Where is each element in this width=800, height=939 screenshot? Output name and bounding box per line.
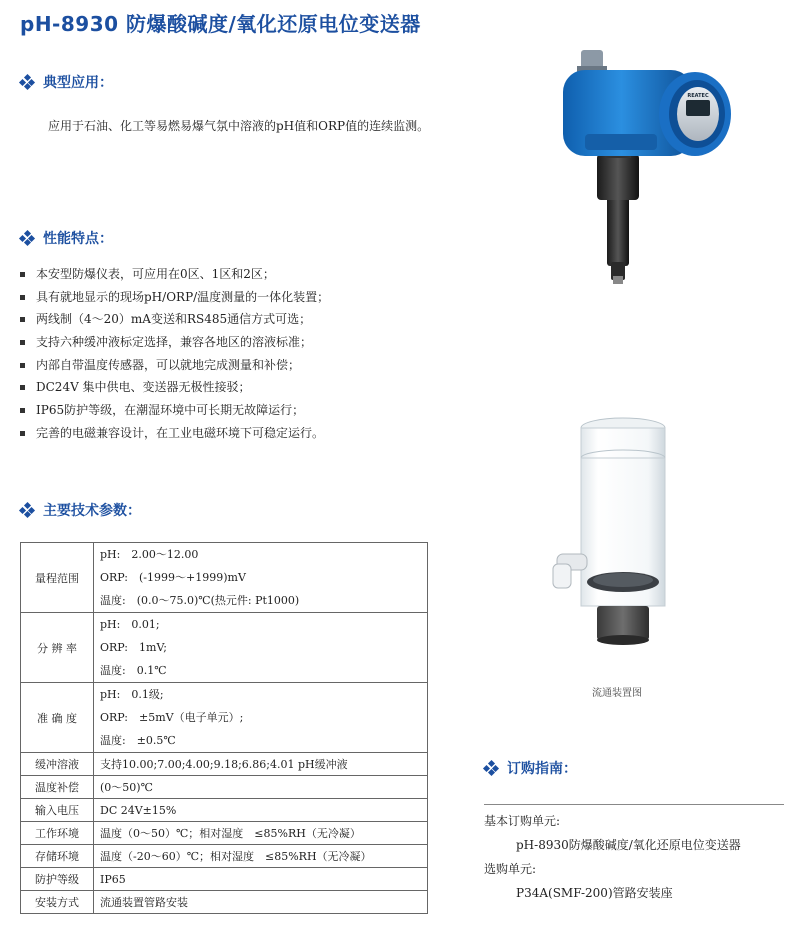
- table-row: [21, 845, 428, 868]
- spec-value: 支持10.00;7.00;4.00;9.18;6.86;4.01 pH缓冲液: [94, 753, 428, 776]
- spec-key: 量程范围: [21, 543, 94, 613]
- spec-key: 准 确 度: [21, 683, 94, 753]
- spec-key: 安装方式: [21, 891, 94, 914]
- applications-heading-row: [20, 72, 113, 92]
- ordering-box: [484, 804, 784, 905]
- square-bullet-icon: [20, 385, 25, 390]
- diamond-bullet-icon: [20, 503, 34, 517]
- table-row: [21, 868, 428, 891]
- spec-value: pH: 0.1级; ORP: ±5mV（电子单元）; 温度: ±0.5℃: [94, 683, 428, 753]
- spec-value: pH: 0.01; ORP: 1mV; 温度: 0.1℃: [94, 613, 428, 683]
- device-brand-label: REATEC: [687, 93, 709, 99]
- flow-cell-caption: 流通装置图: [592, 688, 642, 699]
- square-bullet-icon: [20, 408, 25, 413]
- optional-unit-label: 选购单元:: [484, 862, 537, 876]
- spec-value: pH: 2.00～12.00 ORP: (-1999～+1999)mV 温度: (0.0～75.0)℃(热元件: Pt1000): [94, 543, 428, 613]
- features-heading: 性能特点：: [43, 231, 113, 247]
- diamond-bullet-icon: [20, 75, 34, 89]
- square-bullet-icon: [20, 317, 25, 322]
- features-list: [20, 266, 329, 448]
- basic-unit-label: 基本订购单元:: [484, 814, 561, 828]
- specs-heading-row: [20, 500, 141, 520]
- spec-value: IP65: [94, 868, 428, 891]
- spec-value: 温度（0～50）℃；相对湿度 ≤85%RH（无冷凝）: [94, 822, 428, 845]
- list-item: 具有就地显示的现场pH/ORP/温度测量的一体化装置；: [20, 289, 329, 312]
- spec-key: 防护等级: [21, 868, 94, 891]
- square-bullet-icon: [20, 363, 25, 368]
- list-item: 内部自带温度传感器，可以就地完成测量和补偿；: [20, 357, 329, 380]
- spec-value: 流通装置管路安装: [94, 891, 428, 914]
- list-item: IP65防护等级，在潮湿环境中可长期无故障运行；: [20, 402, 329, 425]
- square-bullet-icon: [20, 340, 25, 345]
- square-bullet-icon: [20, 431, 25, 436]
- table-row: [21, 799, 428, 822]
- list-item: 支持六种缓冲液标定选择，兼容各地区的溶液标准；: [20, 334, 329, 357]
- features-heading-row: [20, 228, 113, 248]
- spec-key: 温度补偿: [21, 776, 94, 799]
- spec-value: (0～50)℃: [94, 776, 428, 799]
- spec-key: 输入电压: [21, 799, 94, 822]
- spec-value: 温度（-20～60）℃；相对湿度 ≤85%RH（无冷凝）: [94, 845, 428, 868]
- square-bullet-icon: [20, 272, 25, 277]
- spec-value: DC 24V±15%: [94, 799, 428, 822]
- list-item: DC24V 集中供电、变送器无极性接驳；: [20, 379, 329, 402]
- table-row: [21, 613, 428, 683]
- table-row: [21, 891, 428, 914]
- transmitter-device-image: [545, 36, 745, 290]
- applications-heading: 典型应用：: [43, 75, 113, 91]
- spec-key: 分 辨 率: [21, 613, 94, 683]
- list-item: 本安型防爆仪表，可应用在0区、1区和2区；: [20, 266, 329, 289]
- table-row: [21, 822, 428, 845]
- diamond-bullet-icon: [484, 761, 498, 775]
- applications-text: 应用于石油、化工等易燃易爆气氛中溶液的pH值和ORP值的连续监测。: [48, 119, 430, 133]
- ordering-heading-row: [484, 758, 577, 778]
- optional-unit-item: P34A(SMF-200)管路安装座: [516, 886, 673, 900]
- table-row: [21, 543, 428, 613]
- spec-key: 缓冲溶液: [21, 753, 94, 776]
- list-item: 两线制（4～20）mA变送和RS485通信方式可选；: [20, 311, 329, 334]
- page-title: pH-8930 防爆酸碱度/氧化还原电位变送器: [20, 12, 421, 36]
- basic-unit-item: pH-8930防爆酸碱度/氧化还原电位变送器: [516, 838, 741, 852]
- flow-cell-image: [545, 414, 675, 654]
- spec-key: 存储环境: [21, 845, 94, 868]
- table-row: [21, 753, 428, 776]
- list-item: 完善的电磁兼容设计，在工业电磁环境下可稳定运行。: [20, 425, 329, 448]
- table-row: [21, 683, 428, 753]
- diamond-bullet-icon: [20, 231, 34, 245]
- ordering-heading: 订购指南：: [507, 761, 577, 777]
- table-row: [21, 776, 428, 799]
- spec-key: 工作环境: [21, 822, 94, 845]
- spec-table: [20, 542, 428, 914]
- square-bullet-icon: [20, 295, 25, 300]
- specs-heading: 主要技术参数：: [43, 503, 141, 519]
